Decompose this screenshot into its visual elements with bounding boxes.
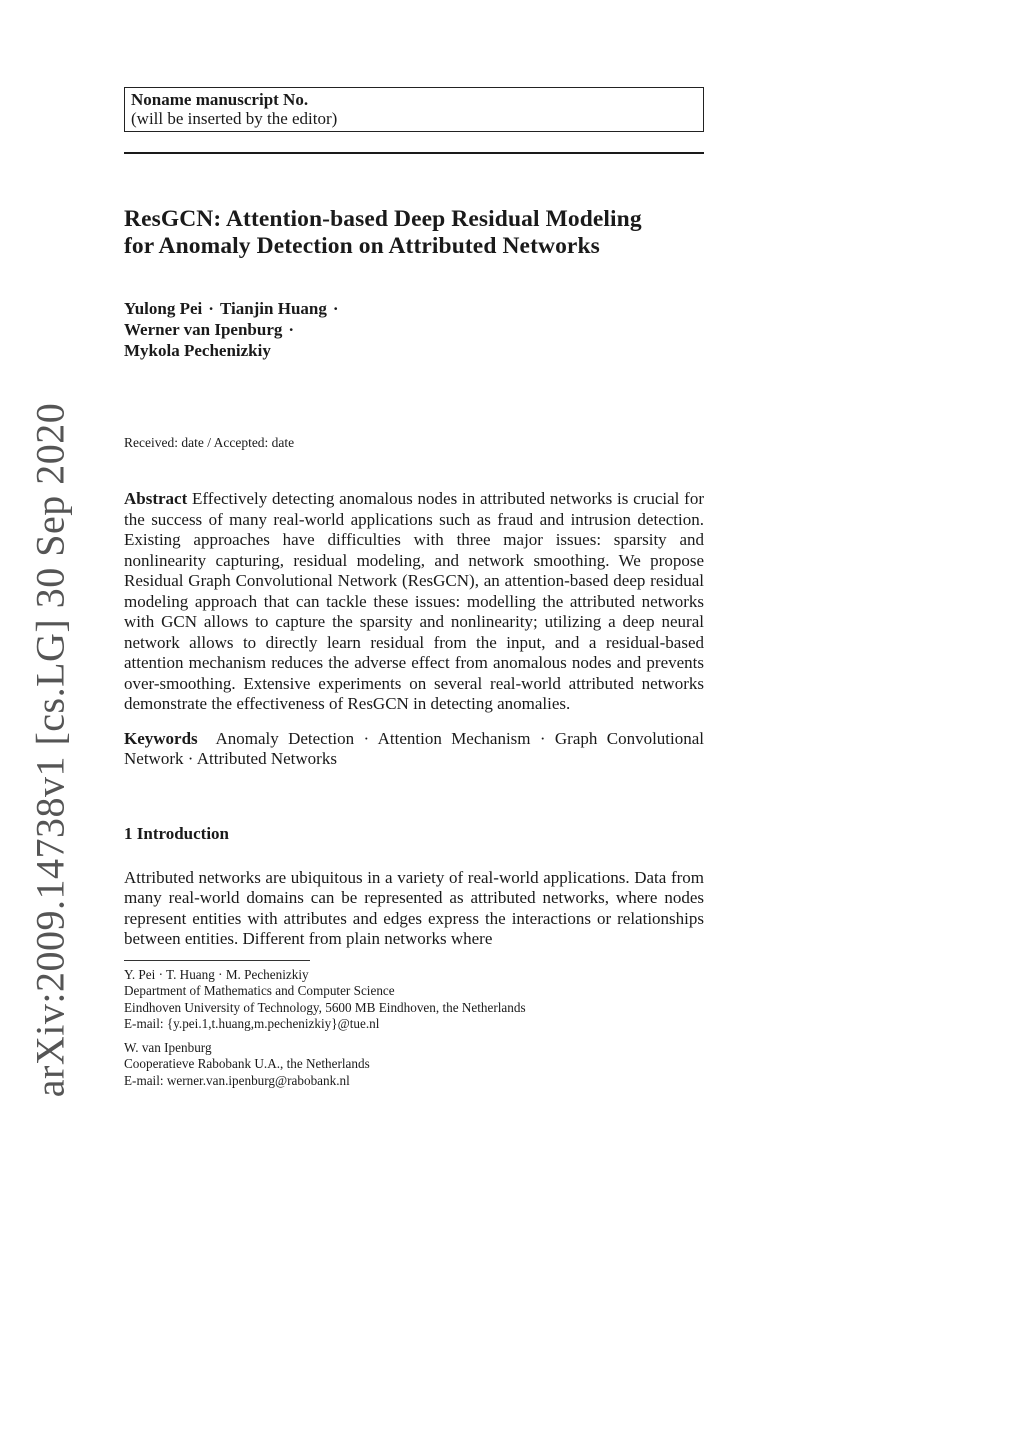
affiliation-institution: Cooperatieve Rabobank U.A., the Netherlands bbox=[124, 1056, 370, 1071]
keyword-item: Anomaly Detection bbox=[215, 728, 355, 748]
author-separator: · bbox=[288, 320, 295, 339]
keyword-separator: · bbox=[187, 749, 194, 768]
arxiv-identifier-stamp[interactable]: arXiv:2009.14738v1 [cs.LG] 30 Sep 2020 bbox=[27, 402, 73, 1098]
abstract-label: Abstract bbox=[124, 489, 188, 508]
manuscript-number-label: Noname manuscript No. bbox=[131, 90, 309, 109]
affiliation-block-rabobank bbox=[124, 1040, 704, 1090]
paper-content bbox=[124, 87, 704, 1089]
keyword-item: Attention Mechanism bbox=[377, 728, 531, 748]
manuscript-editor-note: (will be inserted by the editor) bbox=[131, 109, 338, 128]
affiliation-names: W. van Ipenburg bbox=[124, 1039, 212, 1055]
author-line-3 bbox=[124, 340, 704, 361]
author-name: Yulong Pei bbox=[124, 299, 203, 318]
title-line-1: ResGCN: Attention-based Deep Residual Modeling bbox=[124, 206, 642, 232]
keyword-separator: · bbox=[539, 728, 546, 748]
author-line-2 bbox=[124, 319, 704, 340]
keyword-separator: · bbox=[363, 728, 370, 748]
introduction-paragraph: Attributed networks are ubiquitous in a variety of real-world applications. Data from many real-world domains can be represented as attributed networks, where nodes represent entities with attributes and edges express the interactions or relationships between entities. Different from plain networks where bbox=[124, 867, 704, 948]
author-line-1 bbox=[124, 298, 704, 319]
keyword-item: Graph Convolutional Network bbox=[124, 728, 705, 768]
keywords-label: Keywords bbox=[124, 728, 198, 748]
affiliation-names: Y. Pei · T. Huang · M. Pechenizkiy bbox=[124, 966, 309, 982]
keywords bbox=[124, 729, 704, 770]
affiliation-institution: Eindhoven University of Technology, 5600 MB Eindhoven, the Netherlands bbox=[124, 999, 526, 1015]
author-separator: · bbox=[332, 299, 339, 318]
author-list bbox=[124, 298, 704, 361]
keyword-item: Attributed Networks bbox=[196, 749, 337, 768]
author-separator: · bbox=[208, 299, 214, 318]
affiliation-department: Department of Mathematics and Computer Science bbox=[124, 983, 395, 998]
affiliation-email: E-mail: {y.pei.1,t.huang,m.pechenizkiy}@tue.nl bbox=[124, 1016, 380, 1031]
paper-title bbox=[124, 206, 704, 260]
author-name: Mykola Pechenizkiy bbox=[124, 341, 271, 360]
author-name: Werner van Ipenburg bbox=[124, 320, 283, 339]
title-rule bbox=[124, 152, 704, 154]
received-accepted-dates: Received: date / Accepted: date bbox=[124, 435, 295, 450]
title-line-2: for Anomaly Detection on Attributed Networks bbox=[124, 233, 600, 259]
abstract bbox=[124, 489, 704, 715]
footnote-rule bbox=[124, 960, 310, 961]
manuscript-box bbox=[124, 87, 704, 132]
section-heading-introduction: 1 Introduction bbox=[124, 823, 230, 843]
affiliation-block-tue bbox=[124, 967, 704, 1033]
affiliation-email: E-mail: werner.van.ipenburg@rabobank.nl bbox=[124, 1072, 350, 1088]
abstract-text: Effectively detecting anomalous nodes in attributed networks is crucial for the success of many real-world applications such as fraud and intrusion detection. Existing approaches have difficulties with three major issues: sparsity and nonlinearity capturing, residual modeling, and network smoothing. We propose Residual Graph Convolutional Network (ResGCN), an attention-based deep residual modeling approach that can tackle these issues: modelling the attributed networks with GCN allows to capture the sparsity and nonlinearity; utilizing a deep neural network allows to directly learn residual from the input, and a residual-based attention mechanism reduces the adverse effect from anomalous nodes and prevents over-smoothing. Extensive experiments on several real-world attributed networks demonstrate the effectiveness of ResGCN in detecting anomalies. bbox=[124, 489, 704, 713]
author-name: Tianjin Huang bbox=[219, 299, 327, 318]
